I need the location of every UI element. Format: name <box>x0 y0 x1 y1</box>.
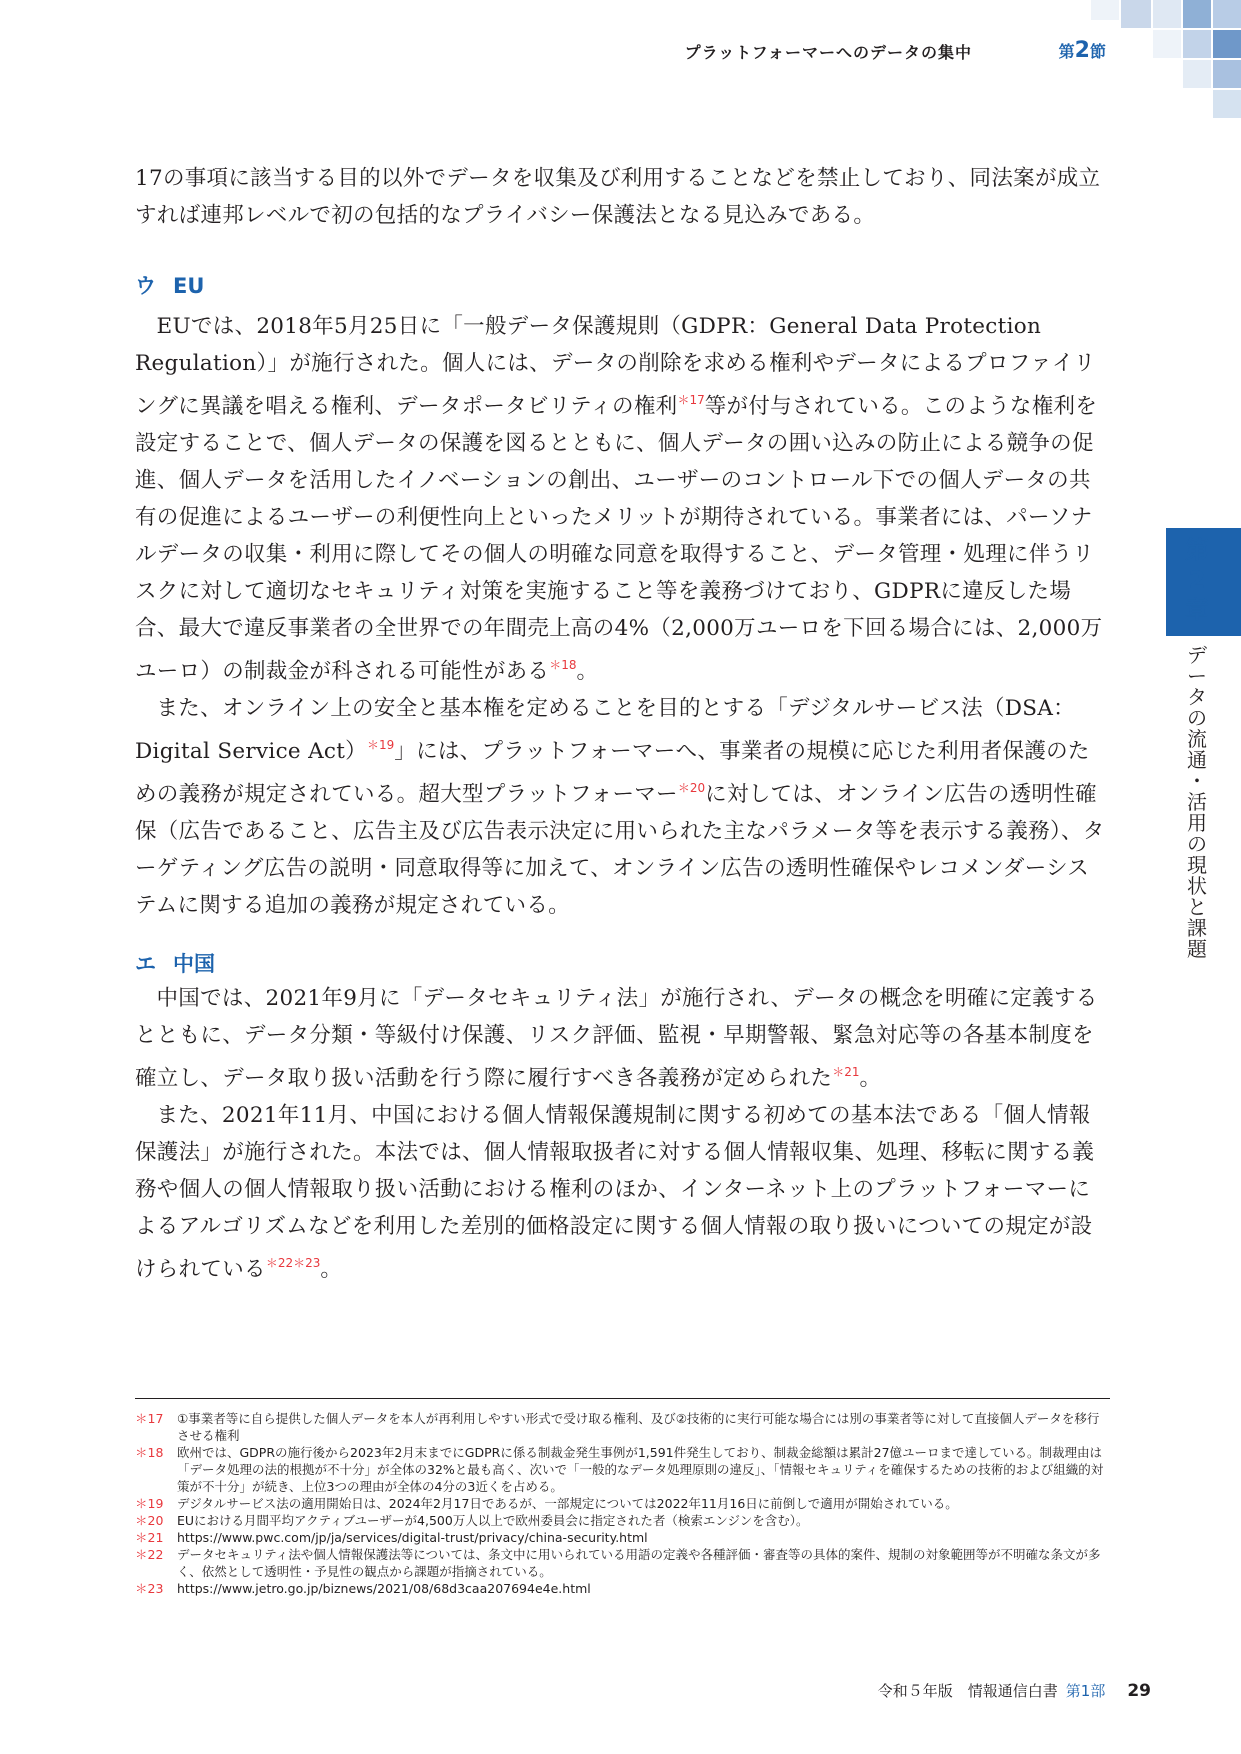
footnote-21: ＊21 https://www.pwc.com/jp/ja/services/digital-trust/privacy/china-security.html <box>135 1529 1110 1546</box>
chapter-vertical-title: デ ー タ の 流 通 ・ 活 用 の 現 状 と 課 題 <box>1187 643 1207 961</box>
footnote-ref-19[interactable]: ＊19 <box>366 738 395 752</box>
intro-paragraph: 17の事項に該当する目的以外でデータを収集及び利用することなどを禁止しており、同法案が成立すれば連邦レベルで初の包括的なプライバシー保護法となる見込みである。 <box>135 166 1101 228</box>
china-paragraph-1: 中国では、2021年9月に「データセキュリティ法」が施行され、データの概念を明確に定義するとともに、データ分類・等級付け保護、リスク評価、監視・早期警報、緊急対応等の各基本制度を確立し、データ取り扱い活動を行う際に履行すべき各義務が定められた$^{*21}$。 <box>135 986 1098 1091</box>
footnote-21-url[interactable]: https://www.pwc.com/jp/ja/services/digital-trust/privacy/china-security.html <box>177 1530 648 1545</box>
footnote-17: ＊17 ①事業者等に自ら提供した個人データを本人が再利用しやすい形式で受け取る権利、及び②技術的に実行可能な場合には別の事業者等に対して直接個人データを移行させる権利 <box>135 1411 1100 1443</box>
running-header <box>684 38 1110 68</box>
footnote-22: ＊22 データセキュリティ法や個人情報保護法等については、条文中に用いられている用語の定義や各種評価・審査等の具体的案件、規制の対象範囲等が不明確な条文が多く、依然として透明性・予見性の観点から課題が指摘されている。 <box>135 1547 1101 1579</box>
chapter-number-label: 第 2 章 <box>1185 536 1209 624</box>
heading-eu: ウ EU <box>135 274 205 298</box>
footnote-23-url[interactable]: https://www.jetro.go.jp/biznews/2021/08/68d3caa207694e4e.html <box>177 1581 591 1596</box>
section-eu-body <box>135 308 1110 924</box>
footnote-ref-17[interactable]: ＊17 <box>677 393 705 407</box>
part-label: 第1部 <box>1065 1682 1106 1700</box>
footnotes <box>135 1410 1110 1597</box>
china-paragraph-2: また、2021年11月、中国における個人情報保護規制に関する初めての基本法である「個人情報保護法」が施行された。本法では、個人情報取扱者に対する個人情報収集、処理、移転に関する義務や個人の個人情報取り扱い活動における権利のほか、インターネット上のプラットフォーマーによるアルゴリズムなどを利用した差別的価格設定に関する個人情報の取り扱いについての規定が設けられている$^{*22*23}$。 <box>135 1103 1095 1282</box>
footnote-20: ＊20 EUにおける月間平均アクティブユーザーが4,500万人以上で欧州委員会に指定された者（検索エンジンを含む）。 <box>135 1513 809 1528</box>
footnote-18: ＊18 欧州では、GDPRの施行後から2023年2月末までにGDPRに係る制裁金発生事例が1,591件発生しており、制裁金総額は累計27億ユーロまで達している。制裁理由は「データ処理の法的根拠が不十分」が全体の32%と最も高く、次いで「一般的なデータ処理原則の違反」、「情報セキュリティを確保するための技術的および組織的対策が不十分」が続き、上位3つの理由が全体の4分の3近くを占める。 <box>135 1445 1104 1494</box>
page-footer <box>878 1680 1151 1701</box>
footnote-ref-20[interactable]: ＊20 <box>677 781 706 795</box>
eu-paragraph-2: また、オンライン上の安全と基本権を定めることを目的とする「デジタルサービス法（DSA：Digital Service Act）$^{*19}$」には、プラットフォーマーへ、事業者の規模に応じた利用者保護のための義務が規定されている。超大型プラットフォーマー$^{*20}$に対しては、オンライン広告の透明性確保（広告であること、広告主及び広告表示決定に用いられた主なパラメータ等を表示する義務）、ターゲティング広告の説明・同意取得等に加えて、オンライン広告の透明性確保やレコメンダーシステムに関する追加の義務が規定されている。 <box>135 696 1105 918</box>
heading-china: エ 中国 <box>135 952 215 976</box>
page-number: 29 <box>1127 1681 1151 1701</box>
section-number-label: 第2節 <box>1058 38 1106 63</box>
footnote-ref-18[interactable]: ＊18 <box>549 658 577 672</box>
footnote-ref-21[interactable]: ＊21 <box>832 1065 860 1079</box>
section-running-title: プラットフォーマーへのデータの集中 <box>684 43 972 62</box>
footnote-23: ＊23 https://www.jetro.go.jp/biznews/2021/08/68d3caa207694e4e.html <box>135 1580 1110 1597</box>
eu-paragraph-1: EUでは、2018年5月25日に「一般データ保護規則（GDPR：General Data Protection Regulation）」が施行された。個人には、データの削除を求める権利やデータによるプロファイリングに異議を唱える権利、データポータビリティの権利$^{*17}$等が付与されている。このような権利を設定することで、個人データの保護を図るとともに、個人データの囲い込みの防止による競争の促進、個人データを活用したイノベーションの創出、ユーザーのコントロール下での個人データの共有の促進によるユーザーの利便性向上といったメリットが期待されている。事業者には、パーソナルデータの収集・利用に際してその個人の明確な同意を取得すること、データ管理・処理に伴うリスクに対して適切なセキュリティ対策を実施すること等を義務づけており、GDPRに違反した場合、最大で違反事業者の全世界での年間売上高の4%（2,000万ユーロを下回る場合には、2,000万ユーロ）の制裁金が科される可能性がある$^{*18}$。 <box>135 314 1103 684</box>
footnote-divider <box>135 1398 1110 1399</box>
footnote-ref-22-23[interactable]: ＊22＊23 <box>265 1256 321 1270</box>
section-china-body <box>135 980 1110 1288</box>
publication-title: 令和５年版 情報通信白書 <box>877 1682 1058 1700</box>
footnote-19: ＊19 デジタルサービス法の適用開始日は、2024年2月17日であるが、一部規定については2022年11月16日に前倒しで適用が開始されている。 <box>135 1496 958 1511</box>
corner-mosaic-decoration <box>981 0 1241 150</box>
